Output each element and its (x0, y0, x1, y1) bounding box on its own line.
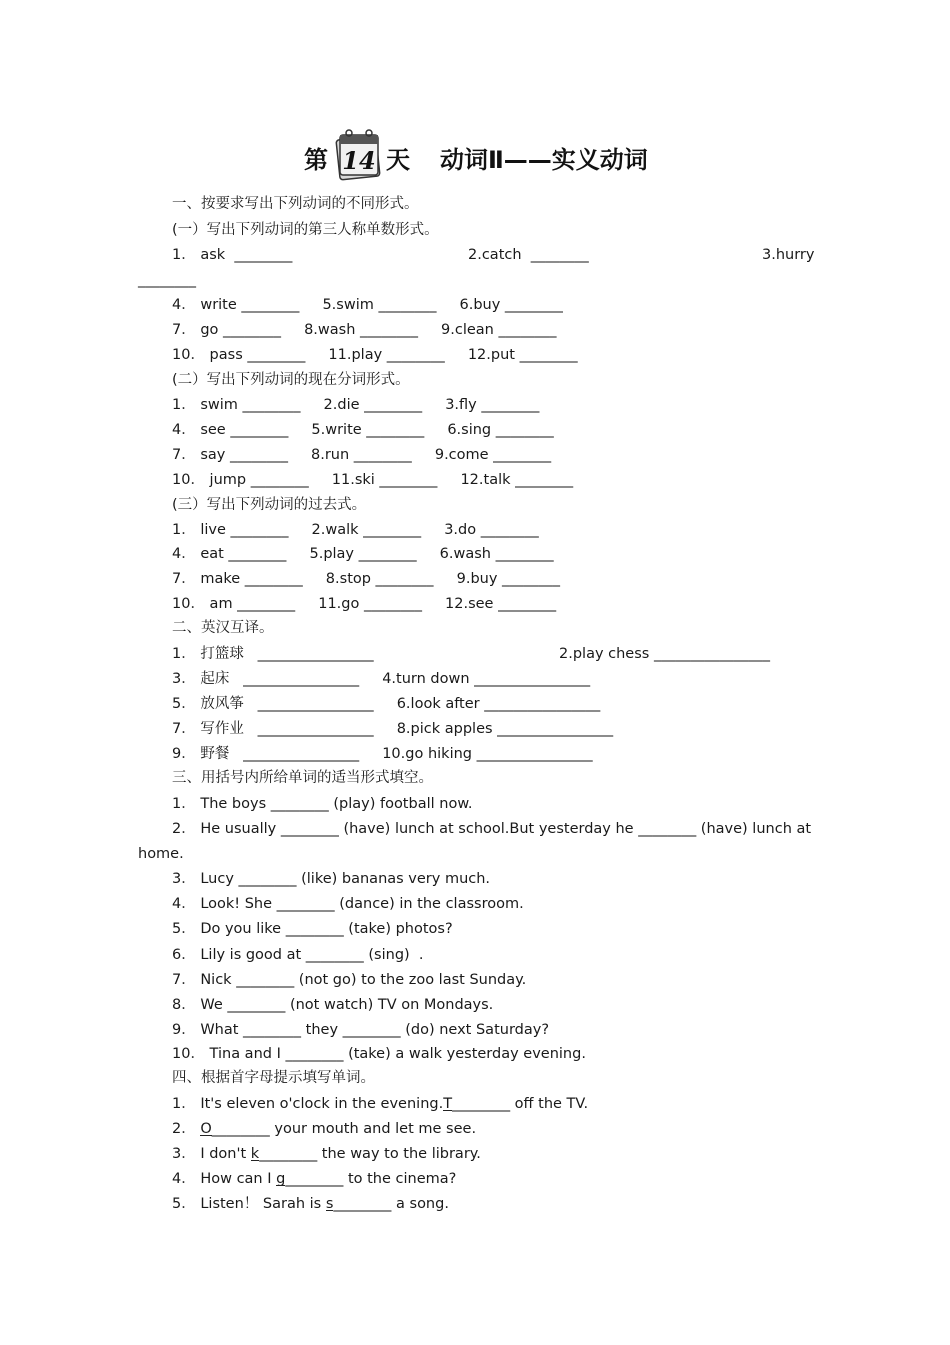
page-title (0, 126, 950, 186)
translate-row2: 3． 起床 ________________ 4.turn down ________________ (172, 671, 591, 687)
fill-question-5: 5． Do you like ________ (take) photos? (172, 921, 453, 937)
hint-question-5: 5． Listen！ Sarah is s________ a song. (172, 1196, 449, 1212)
part1-row1-d: ________ (138, 272, 196, 288)
hint-question-1: 1． It's eleven o'clock in the evening.T________ off the TV. (172, 1096, 589, 1112)
hint-letter: s (325, 1196, 334, 1212)
fill-question-8: 8． We ________ (not watch) TV on Mondays. (172, 997, 494, 1013)
part3-row4: 10． am ________ 11.go ________ 12.see ________ (172, 596, 557, 612)
section2-heading: 二、英汉互译。 (172, 620, 274, 636)
translate-row5: 9． 野餐 ________________ 10.go hiking ________________ (172, 746, 593, 762)
part1-row2: 4． write ________ 5.swim ________ 6.buy ________ (172, 297, 563, 313)
fill-question-2: 2． He usually ________ (have) lunch at school.But yesterday he ________ (have) lunch at (172, 821, 812, 837)
part1-heading: (一）写出下列动词的第三人称单数形式。 (172, 222, 439, 238)
part1-row3: 7． go ________ 8.wash ________ 9.clean ________ (172, 322, 557, 338)
hint-letter: T (443, 1096, 453, 1112)
hint-question-4: 4． How can I g________ to the cinema? (172, 1171, 457, 1187)
hint-letter: k (250, 1146, 260, 1162)
hint-letter: g (276, 1171, 286, 1187)
part2-heading: (二）写出下列动词的现在分词形式。 (172, 372, 410, 388)
fill-question-9: 9． What ________ they ________ (do) next Saturday? (172, 1022, 550, 1038)
title-topic: 动词Ⅱ——实义动词 (440, 146, 648, 174)
fill-question-2-cont: home. (138, 846, 184, 862)
section1-heading: 一、按要求写出下列动词的不同形式。 (172, 196, 419, 212)
translate-row3: 5． 放风筝 ________________ 6.look after ________________ (172, 696, 601, 712)
fill-question-1: 1． The boys ________ (play) football now. (172, 796, 473, 812)
part1-row1-b: 2.catch ________ (468, 247, 589, 263)
hint-question-3: 3． I don't k________ the way to the library. (172, 1146, 481, 1162)
fill-question-10: 10． Tina and I ________ (take) a walk yesterday evening. (172, 1046, 586, 1062)
calendar-badge-icon (332, 126, 384, 182)
part2-row1: 1． swim ________ 2.die ________ 3.fly ________ (172, 397, 540, 413)
section4-heading: 四、根据首字母提示填写单词。 (172, 1070, 375, 1086)
part3-row1: 1． live ________ 2.walk ________ 3.do ________ (172, 522, 539, 538)
translate-row1-a: 1． 打篮球 ________________ (172, 646, 374, 662)
fill-question-4: 4． Look! She ________ (dance) in the classroom. (172, 896, 524, 912)
part2-row3: 7． say ________ 8.run ________ 9.come ________ (172, 447, 552, 463)
section3-heading: 三、用括号内所给单词的适当形式填空。 (172, 770, 433, 786)
fill-question-7: 7． Nick ________ (not go) to the zoo last Sunday. (172, 972, 527, 988)
part3-row3: 7． make ________ 8.stop ________ 9.buy ________ (172, 571, 561, 587)
part1-row4: 10． pass ________ 11.play ________ 12.put ________ (172, 347, 578, 363)
hint-question-2: 2． O________ your mouth and let me see. (172, 1121, 477, 1137)
part2-row4: 10． jump ________ 11.ski ________ 12.talk ________ (172, 472, 574, 488)
fill-question-6: 6． Lily is good at ________ (sing) . (172, 947, 424, 963)
translate-row1-b: 2.play chess ________________ (559, 646, 770, 662)
part3-row2: 4． eat ________ 5.play ________ 6.wash ________ (172, 546, 554, 562)
title-day-prefix: 第 (304, 146, 328, 174)
title-day-number: 14 (342, 146, 376, 175)
fill-question-3: 3． Lucy ________ (like) bananas very much. (172, 871, 491, 887)
part2-row2: 4． see ________ 5.write ________ 6.sing ________ (172, 422, 554, 438)
part1-row1-a: 1． ask ________ (172, 247, 293, 263)
translate-row4: 7． 写作业 ________________ 8.pick apples ________________ (172, 721, 614, 737)
title-day-suffix: 天 (386, 146, 410, 174)
part1-row1-c: 3.hurry (762, 247, 815, 263)
part3-heading: (三）写出下列动词的过去式。 (172, 497, 367, 513)
hint-letter: O (200, 1121, 212, 1137)
